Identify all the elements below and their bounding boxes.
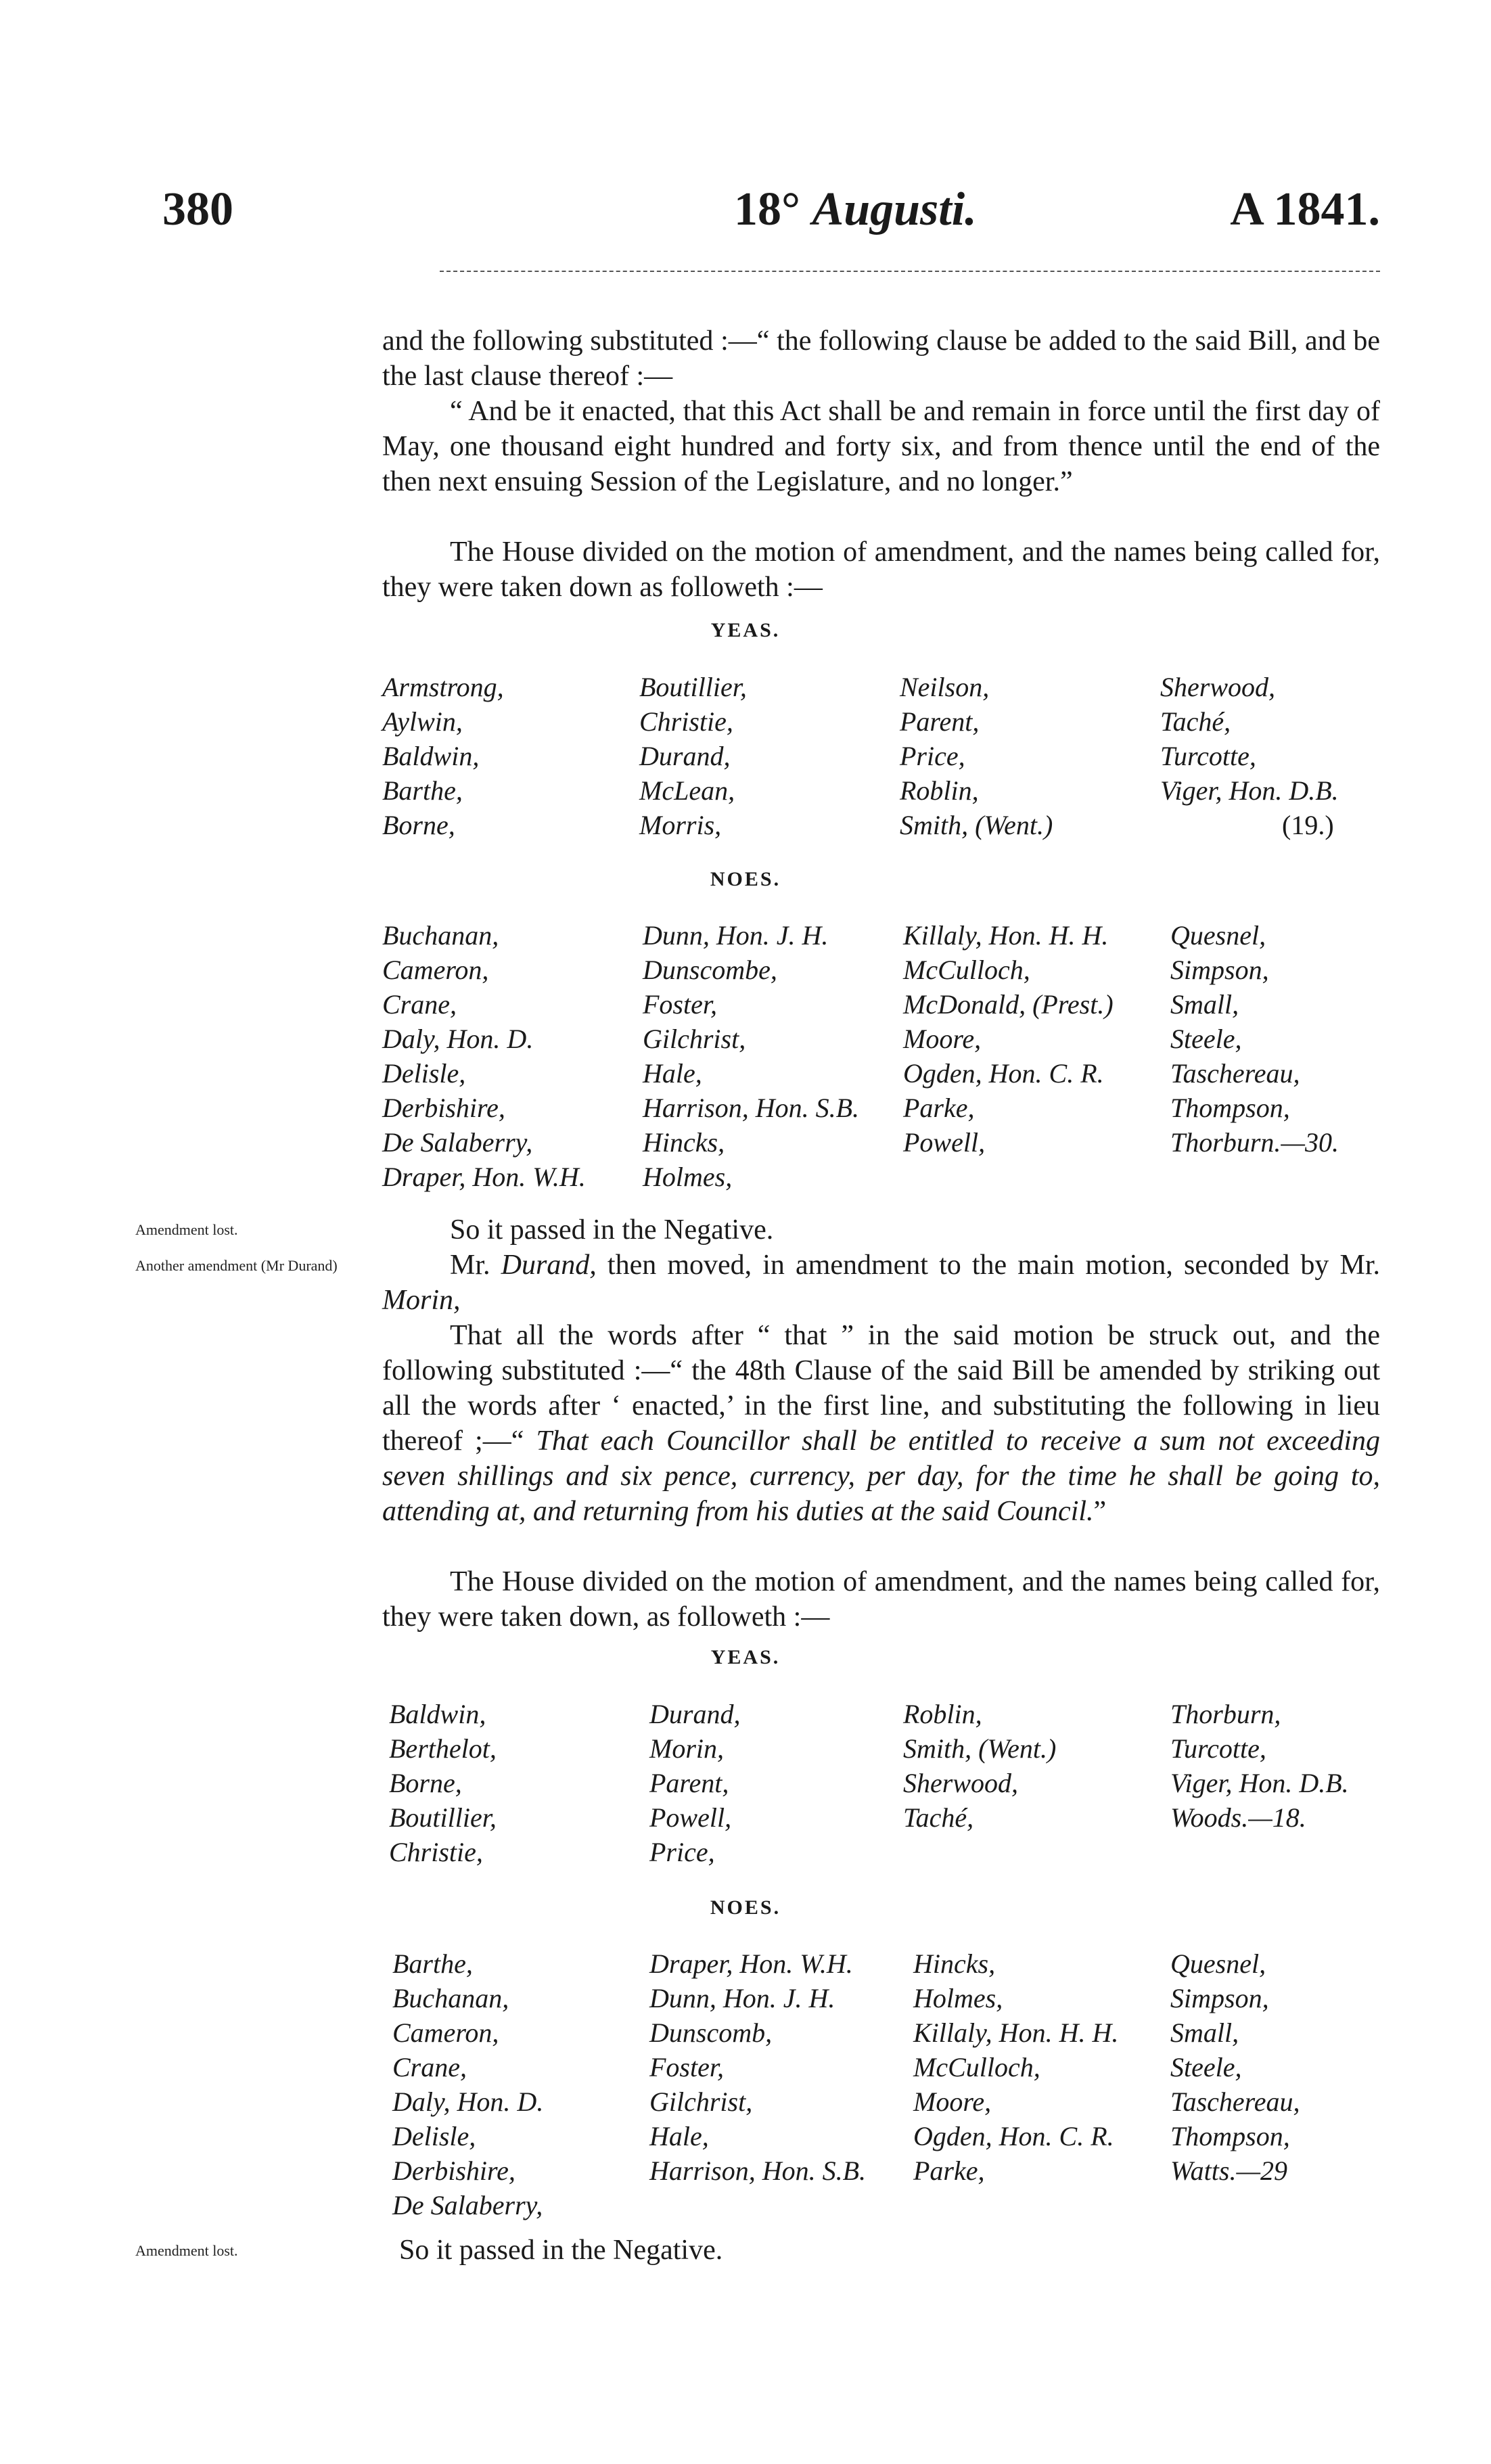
yea-name: Boutillier,	[389, 1802, 497, 1833]
yeas-1-col-1	[382, 670, 504, 842]
noes-list-2	[392, 1946, 1387, 2231]
paragraph-enactment: “ And be it enacted, that this Act shall be and remain in force until the first day of May, one thousand eight hundred and forty six, and from thence until the end of the then next ensuing Session of the Legislature, and no longer.”	[382, 396, 1380, 497]
noes-list-1	[382, 918, 1380, 1202]
noe-name: Small,	[1170, 2017, 1239, 2048]
yea-name: Woods.—18.	[1170, 1802, 1306, 1833]
noe-name: Barthe,	[392, 1948, 473, 1979]
header-date	[734, 183, 977, 237]
yea-name: Powell,	[649, 1802, 732, 1833]
yeas-list-1	[382, 670, 1380, 846]
motion-text: Mr.	[450, 1250, 501, 1281]
yea-name: Barthe,	[382, 775, 463, 806]
yea-name: Christie,	[389, 1837, 483, 1867]
yeas-list-2	[389, 1697, 1383, 1873]
yeas-count-1: (19.)	[1282, 810, 1334, 840]
yeas-2-col-1	[389, 1697, 497, 1869]
noes-1-col-1	[382, 918, 586, 1194]
yeas-2-col-4	[1170, 1697, 1349, 1835]
noe-name: Foster,	[649, 2052, 724, 2082]
noe-name: Quesnel,	[1170, 1948, 1266, 1979]
noe-name: Ogden, Hon. C. R.	[913, 2121, 1114, 2151]
noe-name: Thorburn.—30.	[1170, 1127, 1339, 1158]
noe-name: Buchanan,	[382, 920, 499, 951]
yea-name: Baldwin,	[389, 1699, 486, 1729]
noe-name: De Salaberry,	[382, 1127, 533, 1158]
noe-name: Daly, Hon. D.	[392, 2086, 544, 2117]
noe-name: De Salaberry,	[392, 2190, 543, 2220]
noe-name: Hincks,	[913, 1948, 996, 1979]
motion-text: then moved, in amendment to the main motion, seconded by Mr.	[596, 1250, 1380, 1281]
noe-name: Moore,	[913, 2086, 992, 2117]
yea-name: Taché,	[1160, 706, 1231, 737]
paragraph-durand-motion	[382, 1248, 1380, 1318]
header-day: 18°	[734, 183, 800, 235]
yeas-1-col-3	[900, 670, 1053, 842]
yea-name: Boutillier,	[639, 672, 747, 702]
noe-name: Killaly, Hon. H. H.	[913, 2017, 1119, 2048]
yea-name: Viger, Hon. D.B.	[1170, 1768, 1349, 1798]
yea-name: Roblin,	[900, 775, 979, 806]
page-number: 380	[162, 183, 233, 235]
paragraph-clause-48	[382, 1318, 1380, 1529]
noe-name: Moore,	[903, 1024, 982, 1054]
header-year: A 1841.	[1230, 183, 1380, 235]
noe-name: Holmes,	[643, 1162, 733, 1192]
yeas-heading-2: YEAS.	[710, 1646, 781, 1668]
noe-name: Killaly, Hon. H. H.	[903, 920, 1109, 951]
noes-heading-2: NOES.	[710, 1896, 781, 1919]
noe-name: Dunscomb,	[649, 2017, 773, 2048]
yea-name: Sherwood,	[1160, 672, 1275, 702]
yea-name: Christie,	[639, 706, 733, 737]
noe-name: Thompson,	[1170, 1093, 1290, 1123]
yea-name: Smith, (Went.)	[903, 1733, 1057, 1764]
noes-1-col-3	[903, 918, 1114, 1160]
noe-name: Thompson,	[1170, 2121, 1290, 2151]
noe-name: Powell,	[903, 1127, 986, 1158]
noe-name: Quesnel,	[1170, 920, 1266, 951]
noe-name: Holmes,	[913, 1983, 1003, 2013]
noes-heading-1: NOES.	[710, 868, 781, 890]
noe-name: Dunscombe,	[643, 955, 777, 985]
yea-name: Morin,	[649, 1733, 724, 1764]
yea-name: Morris,	[639, 810, 722, 840]
noe-name: Derbishire,	[382, 1093, 505, 1123]
header-rule	[440, 271, 1380, 272]
noe-name: Crane,	[392, 2052, 467, 2082]
noe-name: McDonald, (Prest.)	[903, 989, 1114, 1020]
yea-name: Armstrong,	[382, 672, 504, 702]
yea-name: Turcotte,	[1170, 1733, 1266, 1764]
yeas-1-col-4	[1160, 670, 1339, 842]
yea-name: Turcotte,	[1160, 741, 1256, 771]
noe-name: Dunn, Hon. J. H.	[649, 1983, 835, 2013]
yea-name: Aylwin,	[382, 706, 463, 737]
clause-close-quote: ”	[1093, 1496, 1107, 1527]
margin-note-amendment-lost-1: Amendment lost.	[135, 1221, 238, 1238]
yea-name: Borne,	[389, 1768, 462, 1798]
noe-name: Daly, Hon. D.	[382, 1024, 534, 1054]
noes-2-col-4	[1170, 1946, 1300, 2188]
noe-name: Gilchrist,	[649, 2086, 753, 2117]
yeas-heading-1: YEAS.	[710, 619, 781, 641]
noe-name: Derbishire,	[392, 2155, 515, 2186]
noe-name: Taschereau,	[1170, 2086, 1300, 2117]
noe-name: Steele,	[1170, 2052, 1242, 2082]
page-header	[162, 183, 1380, 244]
yea-name: Roblin,	[903, 1699, 982, 1729]
yea-name: Sherwood,	[903, 1768, 1018, 1798]
yea-name: Parent,	[649, 1768, 729, 1798]
yea-name: Taché,	[903, 1802, 974, 1833]
yeas-1-col-2	[639, 670, 747, 842]
noe-name: Gilchrist,	[643, 1024, 746, 1054]
yea-name: Smith, (Went.)	[900, 810, 1053, 840]
yea-name: Berthelot,	[389, 1733, 497, 1764]
noes-2-col-3	[913, 1946, 1118, 2188]
noe-name: Hale,	[649, 2121, 709, 2151]
noe-name: Delisle,	[392, 2121, 476, 2151]
yea-name: Viger, Hon. D.B.	[1160, 775, 1339, 806]
noe-name: Ogden, Hon. C. R.	[903, 1058, 1104, 1089]
noe-name: Cameron,	[392, 2017, 499, 2048]
clause-text: That all the words after “ that ” in the said motion be struck out, and the following substituted :—“ the 48th Clause of the said Bill be amended by striking out all the words after ‘ enacted,’ in the first line, and substituting the following in lieu thereof ;—“	[382, 1320, 1380, 1457]
noe-name: McCulloch,	[913, 2052, 1040, 2082]
noe-name: Cameron,	[382, 955, 489, 985]
margin-note-amendment-lost-2: Amendment lost.	[135, 2242, 238, 2259]
noe-name: Foster,	[643, 989, 717, 1020]
noe-name: Crane,	[382, 989, 457, 1020]
noes-1-col-2	[643, 918, 859, 1194]
noe-name: Taschereau,	[1170, 1058, 1300, 1089]
noes-1-col-4	[1170, 918, 1339, 1160]
noe-name: Dunn, Hon. J. H.	[643, 920, 829, 951]
clause-quoted-text: That each Councillor shall be entitled to receive a sum not exceeding seven shillings and six pence, currency, per day, for the time he shall be going to, attending at, and returning from his duties at the said Council.	[382, 1425, 1380, 1527]
noe-name: Delisle,	[382, 1058, 466, 1089]
yeas-2-col-2	[649, 1697, 740, 1869]
seconder-name: Morin,	[382, 1285, 461, 1316]
margin-note-another-amendment: Another amendment (Mr Durand)	[135, 1257, 338, 1274]
noe-name: Draper, Hon. W.H.	[382, 1162, 586, 1192]
yea-name: Baldwin,	[382, 741, 480, 771]
noe-name: Hale,	[643, 1058, 702, 1089]
yea-name: Durand,	[649, 1699, 741, 1729]
noe-name: Small,	[1170, 989, 1239, 1020]
noe-name: McCulloch,	[903, 955, 1030, 985]
yea-name: Price,	[900, 741, 965, 771]
noe-name: Parke,	[903, 1093, 975, 1123]
noe-name: Harrison, Hon. S.B.	[649, 2155, 867, 2186]
paragraph-division-intro-1: The House divided on the motion of amendment, and the names being called for, they were taken down as followeth :—	[382, 537, 1380, 603]
header-month: Augusti.	[812, 183, 977, 235]
noe-name: Simpson,	[1170, 955, 1269, 985]
yea-name: Neilson,	[900, 672, 990, 702]
noes-2-col-2	[649, 1946, 866, 2188]
noe-name: Watts.—29	[1170, 2155, 1288, 2186]
yea-name: Thorburn,	[1170, 1699, 1281, 1729]
yea-name: McLean,	[639, 775, 735, 806]
noe-name: Harrison, Hon. S.B.	[643, 1093, 860, 1123]
yea-name: Borne,	[382, 810, 455, 840]
noe-name: Steele,	[1170, 1024, 1242, 1054]
noe-name: Hincks,	[643, 1127, 725, 1158]
paragraph-substitution: and the following substituted :—“ the following clause be added to the said Bill, and be the last clause thereof :—	[382, 325, 1380, 392]
noes-2-col-1	[392, 1946, 543, 2222]
noe-name: Buchanan,	[392, 1983, 509, 2013]
yea-name: Price,	[649, 1837, 715, 1867]
mover-name: Durand,	[501, 1250, 597, 1281]
paragraph-negative-1: So it passed in the Negative.	[450, 1214, 774, 1246]
noe-name: Parke,	[913, 2155, 985, 2186]
paragraph-negative-2: So it passed in the Negative.	[399, 2235, 723, 2266]
yeas-2-col-3	[903, 1697, 1056, 1835]
noe-name: Draper, Hon. W.H.	[649, 1948, 853, 1979]
yea-name: Durand,	[639, 741, 731, 771]
noe-name: Simpson,	[1170, 1983, 1269, 2013]
yea-name: Parent,	[900, 706, 980, 737]
paragraph-division-intro-2: The House divided on the motion of amendment, and the names being called for, they were taken down, as followeth :—	[382, 1566, 1380, 1633]
